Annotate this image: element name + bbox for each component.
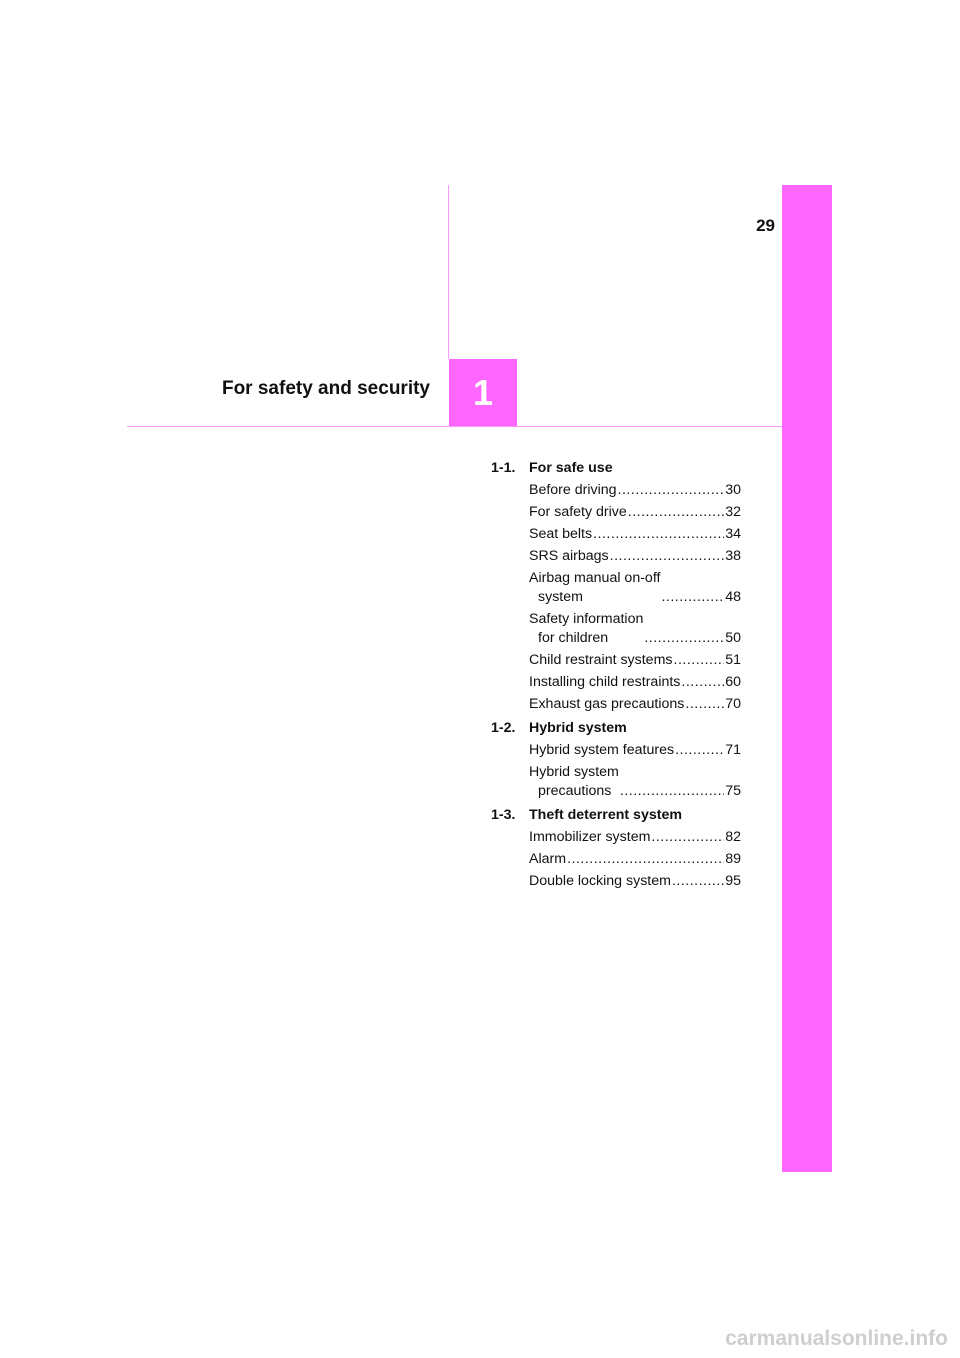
- leader-dots: [620, 782, 724, 801]
- entry-page: 34: [725, 526, 741, 542]
- entry-label: Hybrid system features: [529, 742, 675, 758]
- leader-dots: [661, 588, 724, 607]
- toc-entry[interactable]: [529, 741, 741, 760]
- section-title: Hybrid system: [529, 720, 627, 736]
- chapter-number: 1: [472, 371, 494, 413]
- entry-label: Installing child restraints: [529, 674, 681, 690]
- toc-entry[interactable]: [529, 872, 741, 891]
- entry-page: 50: [725, 630, 741, 646]
- leader-dots: [674, 651, 725, 670]
- entry-page: 75: [725, 783, 741, 799]
- section-title: For safe use: [529, 460, 613, 476]
- leader-dots: [618, 481, 725, 500]
- entry-label: Airbag manual on-off system: [529, 570, 661, 605]
- entry-label: Double locking system: [529, 873, 671, 889]
- entry-page: 30: [725, 482, 741, 498]
- leader-dots: [644, 629, 724, 648]
- toc-entry[interactable]: [529, 547, 741, 566]
- section-number: 1-2.: [491, 720, 516, 736]
- entry-label: Hybrid system precautions: [529, 764, 619, 799]
- leader-dots: [685, 695, 724, 714]
- toc-entry[interactable]: [529, 695, 741, 714]
- entry-page: 71: [725, 742, 741, 758]
- toc-entry[interactable]: [529, 850, 741, 869]
- entry-page: 70: [725, 696, 741, 712]
- toc-entry[interactable]: [529, 763, 741, 801]
- toc-entry[interactable]: [529, 503, 741, 522]
- chapter-side-tab: [782, 185, 832, 1172]
- entry-label: Before driving: [529, 482, 617, 498]
- leader-dots: [628, 503, 724, 522]
- entry-page: 48: [725, 589, 741, 605]
- entry-label: Safety information for children: [529, 611, 644, 646]
- leader-dots: [672, 872, 724, 891]
- section-number: 1-1.: [491, 460, 516, 476]
- entry-page: 89: [725, 851, 741, 867]
- toc-entry[interactable]: [529, 651, 741, 670]
- entry-label: Alarm: [529, 851, 567, 867]
- horizontal-rule: [127, 426, 782, 427]
- section-heading: [491, 459, 741, 478]
- entry-label: Exhaust gas precautions: [529, 696, 685, 712]
- section-number: 1-3.: [491, 807, 516, 823]
- entry-label: Child restraint systems: [529, 652, 673, 668]
- chapter-title: For safety and security: [221, 378, 430, 399]
- leader-dots: [567, 850, 724, 869]
- table-of-contents: [491, 459, 741, 891]
- chapter-number-box: [449, 359, 517, 426]
- toc-entry[interactable]: [529, 610, 741, 648]
- entry-page: 32: [725, 504, 741, 520]
- section-heading: [491, 719, 741, 738]
- section-title: Theft deterrent system: [529, 807, 682, 823]
- entry-page: 38: [725, 548, 741, 564]
- entry-label: Immobilizer system: [529, 829, 651, 845]
- toc-entry[interactable]: [529, 673, 741, 692]
- entry-page: 60: [725, 674, 741, 690]
- entry-label: For safety drive: [529, 504, 627, 520]
- entry-label: SRS airbags: [529, 548, 609, 564]
- entry-label: Seat belts: [529, 526, 593, 542]
- toc-entry[interactable]: [529, 481, 741, 500]
- entry-page: 95: [725, 873, 741, 889]
- leader-dots: [675, 741, 724, 760]
- leader-dots: [681, 673, 724, 692]
- leader-dots: [593, 525, 724, 544]
- entry-page: 51: [725, 652, 741, 668]
- page-number: 29: [756, 216, 775, 235]
- watermark[interactable]: carmanualsonline.info: [725, 1327, 948, 1350]
- toc-entry[interactable]: [529, 828, 741, 847]
- toc-entry[interactable]: [529, 525, 741, 544]
- leader-dots: [610, 547, 725, 566]
- entry-page: 82: [725, 829, 741, 845]
- vertical-rule: [448, 185, 449, 359]
- leader-dots: [651, 828, 724, 847]
- section-heading: [491, 806, 741, 825]
- toc-entry[interactable]: [529, 569, 741, 607]
